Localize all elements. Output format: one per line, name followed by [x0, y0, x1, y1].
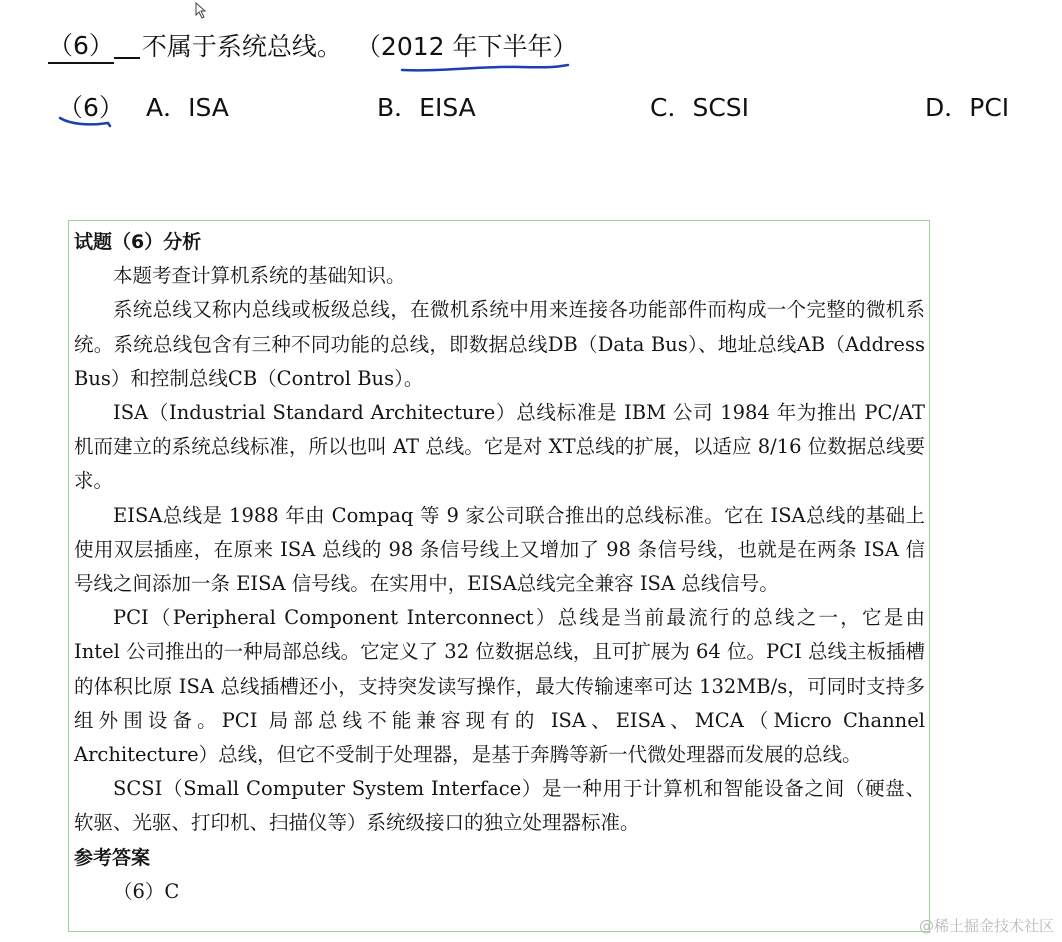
analysis-paragraph: PCI（Peripheral Component Interconnect）总线是当前最流行的总线之一，它是由 Intel 公司推出的一种局部总线。它定义了 32 位数据总线，且可扩展为 64 位。PCI 总线主板插槽的体积比原 ISA 总线插槽还小，支持突发读写操作，最大传输速率可达 132MB/s，可同时支持多组外围设备。PCI 局部总线不能兼容现有的 ISA、EISA、MCA（Micro Channel Architecture）总线，但它不受制于处理器，是基于奔腾等新一代微处理器而发展的总线。 — [74, 606, 925, 767]
pen-underline-number — [58, 114, 114, 130]
analysis-paragraph: 系统总线又称内总线或板级总线，在微机系统中用来连接各功能部件而构成一个完整的微机系统。系统总线包含有三种不同功能的总线，即数据总线DB（Data Bus）、地址总线AB（Address Bus）和控制总线CB（Control Bus）。 — [74, 298, 925, 390]
option-c[interactable]: C．SCSI — [650, 93, 750, 122]
option-a[interactable]: A．ISA — [146, 93, 229, 122]
answer-heading: 参考答案 — [74, 846, 151, 869]
analysis-paragraph: 本题考查计算机系统的基础知识。 — [113, 264, 406, 288]
pen-underline-year — [400, 60, 572, 74]
watermark: @稀土掘金技术社区 — [918, 917, 1054, 935]
analysis-box — [68, 220, 930, 932]
analysis-paragraph: SCSI（Small Computer System Interface）是一种用于计算机和智能设备之间（硬盘、软驱、光驱、打印机、扫描仪等）系统级接口的独立处理器标准。 — [74, 777, 925, 835]
analysis-paragraph: EISA总线是 1988 年由 Compaq 等 9 家公司联合推出的总线标准。它在 ISA总线的基础上使用双层插座，在原来 ISA 总线的 98 条信号线上又增加了 98 条信号线，也就是在两条 ISA 信号线之间添加一条 EISA 信号线。在实用中，EISA总线完全兼容 ISA 总线信号。 — [74, 503, 925, 596]
answer-blank — [114, 31, 140, 59]
mouse-cursor-icon — [195, 2, 209, 20]
options-row — [0, 88, 1062, 122]
question-number: （6） — [48, 26, 114, 64]
question-line — [48, 26, 578, 64]
options-number: （6） — [58, 93, 124, 122]
analysis-paragraph: ISA（Industrial Standard Architecture）总线标准是 IBM 公司 1984 年为推出 PC/AT 机而建立的系统总线标准，所以也叫 AT 总线。它是对 XT总线的扩展，以适应 8/16 位数据总线要求。 — [74, 401, 925, 493]
option-d[interactable]: D．PCI — [925, 93, 1010, 122]
analysis-heading: 试题（6）分析 — [74, 231, 202, 253]
answer-text: （6）C — [113, 879, 180, 903]
option-b[interactable]: B．EISA — [377, 93, 476, 122]
question-text: 不属于系统总线。 — [141, 32, 342, 61]
question-year: （2012 年下半年） — [355, 32, 578, 61]
